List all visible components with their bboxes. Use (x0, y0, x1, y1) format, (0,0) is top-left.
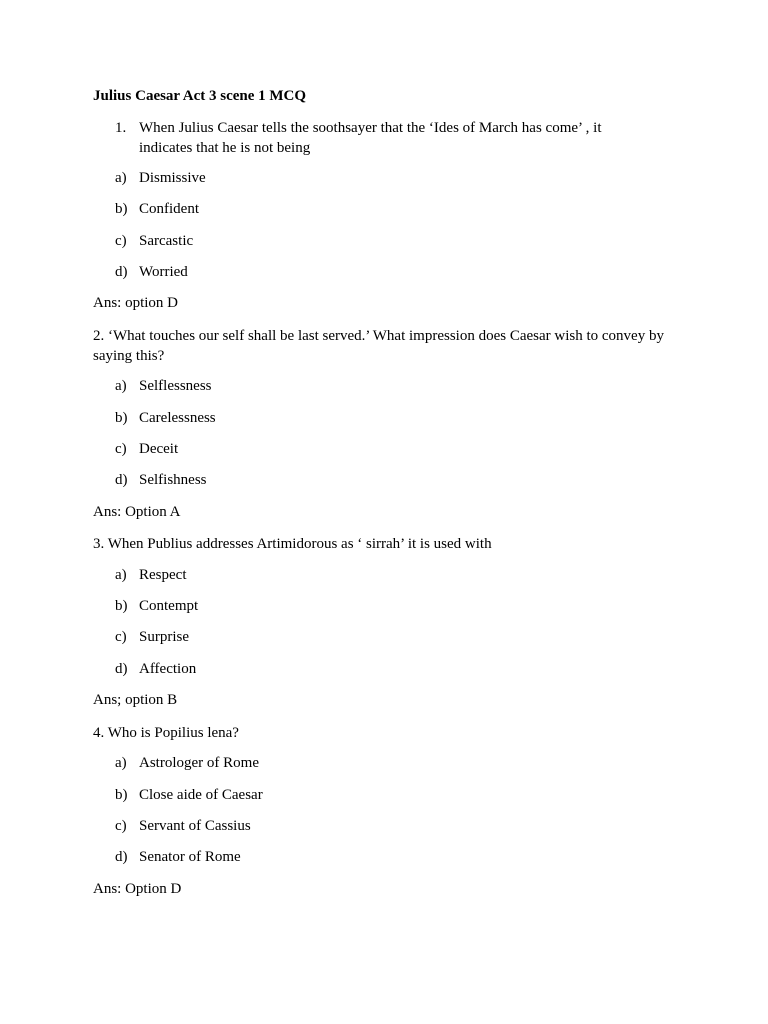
option-letter: d) (115, 264, 128, 280)
question-3-option-a (115, 567, 186, 584)
option-text: Deceit (139, 441, 179, 457)
question-4-option-b (115, 787, 263, 804)
question-2-option-b (115, 410, 216, 427)
option-text: Worried (139, 264, 188, 280)
option-letter: a) (115, 567, 127, 583)
question-3-option-d (115, 661, 196, 678)
option-letter: b) (115, 201, 128, 217)
option-text: Sarcastic (139, 233, 194, 249)
question-1-option-a (115, 170, 206, 187)
question-2-option-c (115, 441, 178, 458)
option-text: Astrologer of Rome (139, 755, 259, 771)
question-1-option-b (115, 201, 199, 218)
option-text: Dismissive (139, 170, 206, 186)
option-letter: c) (115, 441, 127, 457)
question-1-option-c (115, 233, 193, 250)
question-4-text: 4. Who is Popilius lena? (93, 725, 239, 741)
option-letter: c) (115, 233, 127, 249)
option-letter: a) (115, 170, 127, 186)
document-title: Julius Caesar Act 3 scene 1 MCQ (93, 88, 307, 104)
question-4-answer: Ans: Option D (93, 881, 182, 897)
option-letter: d) (115, 661, 128, 677)
option-text: Affection (139, 661, 197, 677)
option-text: Surprise (139, 629, 189, 645)
question-4-option-c (115, 818, 251, 835)
option-letter: a) (115, 755, 127, 771)
question-2-option-a (115, 378, 212, 395)
question-1-text: When Julius Caesar tells the soothsayer that the ‘Ides of March has come’ , it indicates that he is not being (139, 120, 602, 156)
option-text: Senator of Rome (139, 849, 241, 865)
question-3-option-c (115, 629, 189, 646)
question-1-answer: Ans: option D (93, 295, 179, 311)
question-1-number: 1. (115, 120, 127, 136)
option-letter: d) (115, 849, 128, 865)
question-1-option-d (115, 264, 188, 281)
option-letter: c) (115, 818, 127, 834)
option-text: Confident (139, 201, 199, 217)
option-letter: d) (115, 472, 128, 488)
option-letter: b) (115, 787, 128, 803)
option-text: Close aide of Caesar (139, 787, 263, 803)
option-text: Servant of Cassius (139, 818, 251, 834)
question-3-text: 3. When Publius addresses Artimidorous as ‘ sirrah’ it is used with (93, 536, 492, 552)
question-4-option-a (115, 755, 259, 772)
option-letter: b) (115, 598, 128, 614)
option-text: Selflessness (139, 378, 212, 394)
question-3-answer: Ans; option B (93, 692, 178, 708)
option-letter: a) (115, 378, 127, 394)
question-1 (93, 119, 653, 158)
option-letter: c) (115, 629, 127, 645)
question-3-option-b (115, 598, 198, 615)
option-text: Contempt (139, 598, 199, 614)
option-text: Carelessness (139, 410, 216, 426)
option-text: Selfishness (139, 472, 207, 488)
question-2-answer: Ans: Option A (93, 504, 181, 520)
option-text: Respect (139, 567, 187, 583)
question-4-option-d (115, 849, 241, 866)
option-letter: b) (115, 410, 128, 426)
question-2-text: 2. ‘What touches our self shall be last served.’ What impression does Caesar wish to convey by saying this? (93, 328, 664, 364)
question-2-option-d (115, 472, 207, 489)
